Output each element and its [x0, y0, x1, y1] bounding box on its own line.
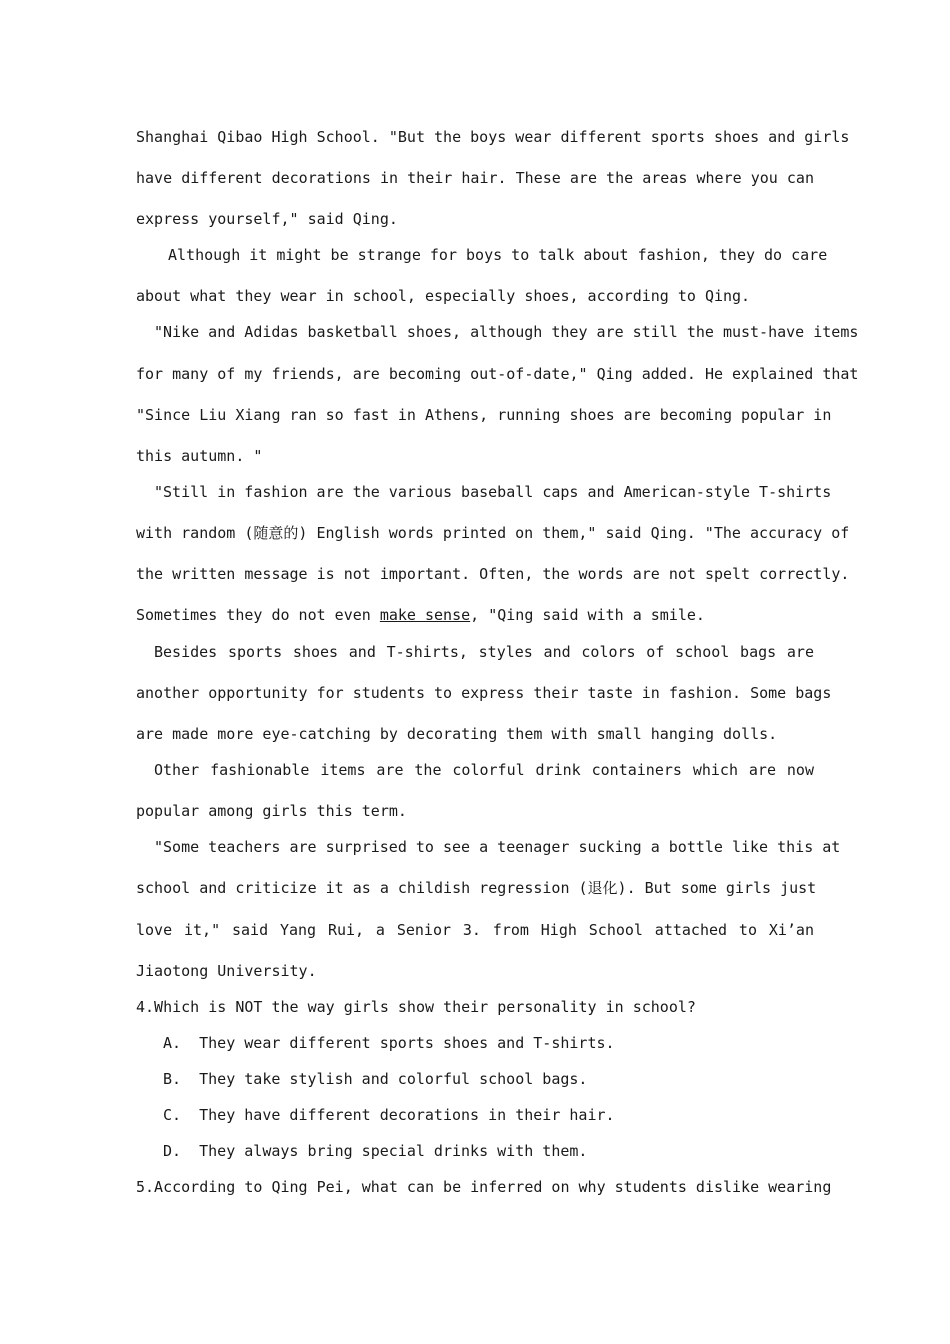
- text-segment: , "Qing said with a smile.: [470, 606, 705, 624]
- text-line: this autumn. ": [136, 447, 263, 465]
- text-line: [136, 605, 814, 625]
- text-line: are made more eye-catching by decorating them with small hanging dolls.: [136, 725, 778, 743]
- question-4-option-b: B. They take stylish and colorful school bags.: [163, 1070, 588, 1088]
- question-5-stem: 5.According to Qing Pei, what can be inferred on why students dislike wearing: [136, 1178, 832, 1196]
- text-line: with random (随意的) English words printed on them," said Qing. "The accuracy of: [136, 524, 850, 542]
- text-line: "Nike and Adidas basketball shoes, although they are still the must-have items: [154, 323, 859, 341]
- text-line: Shanghai Qibao High School. "But the boys wear different sports shoes and girls: [136, 128, 850, 146]
- text-line: Other fashionable items are the colorful drink containers which are now: [154, 761, 814, 779]
- underlined-phrase: make sense: [379, 606, 471, 624]
- text-line: Besides sports shoes and T-shirts, styles and colors of school bags are: [154, 643, 814, 661]
- text-line: "Some teachers are surprised to see a teenager sucking a bottle like this at: [154, 838, 841, 856]
- text-line: Although it might be strange for boys to talk about fashion, they do care: [168, 246, 828, 264]
- question-4-option-d: D. They always bring special drinks with them.: [163, 1142, 588, 1160]
- text-line: school and criticize it as a childish regression (退化). But some girls just: [136, 879, 817, 897]
- text-line: "Still in fashion are the various baseball caps and American-style T-shirts: [154, 483, 832, 501]
- text-line: love it," said Yang Rui, a Senior 3. from High School attached to Xi’an: [136, 921, 814, 939]
- text-line: have different decorations in their hair. These are the areas where you can: [136, 169, 814, 187]
- question-4-option-c: C. They have different decorations in their hair.: [163, 1106, 615, 1124]
- text-line: for many of my friends, are becoming out-of-date," Qing added. He explained that: [136, 365, 859, 383]
- text-line: "Since Liu Xiang ran so fast in Athens, running shoes are becoming popular in: [136, 406, 832, 424]
- text-line: popular among girls this term.: [136, 802, 407, 820]
- question-4-stem: 4.Which is NOT the way girls show their personality in school?: [136, 998, 696, 1016]
- text-line: Jiaotong University.: [136, 962, 317, 980]
- text-line: another opportunity for students to express their taste in fashion. Some bags: [136, 684, 832, 702]
- text-line: about what they wear in school, especially shoes, according to Qing.: [136, 287, 751, 305]
- text-segment: Sometimes they do not even: [136, 606, 380, 624]
- text-line: the written message is not important. Often, the words are not spelt correctly.: [136, 565, 850, 583]
- question-4-option-a: A. They wear different sports shoes and T-shirts.: [163, 1034, 615, 1052]
- text-line: express yourself," said Qing.: [136, 210, 398, 228]
